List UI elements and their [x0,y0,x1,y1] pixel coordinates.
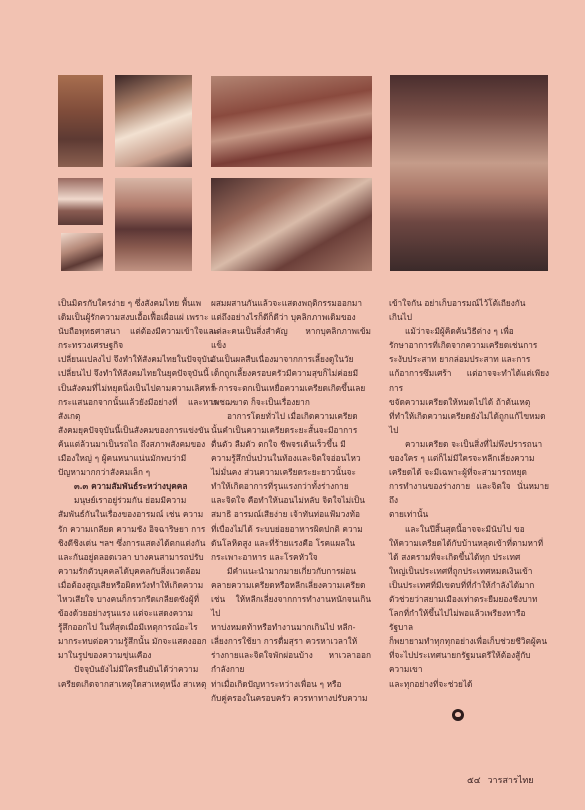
text-line: กระเพาะอาหาร และโรคหัวใจ [211,551,318,562]
text-line: ความเครียด จะเป็นสิ่งที่ไม่พึงปรารถนา [405,438,543,449]
text-line: และในปีสิ้นสุดนี้อาจจะมีนับไป ขอ [405,523,525,534]
text-line: ของใคร ๆ แต่ก็ไม่มีใครจะหลีกเลี่ยงความ [389,453,535,464]
text-line: ชิงดีชิงเด่น ฯลฯ ซึ่งการแสดงได้ตกแต่งกัน [58,537,206,548]
photo-man [115,75,192,167]
photo-meeting [211,178,372,271]
text-line: ได้ สงครามที่จะเกิดขึ้นได้ทุก ประเทศ [389,551,521,562]
text-line: เมื่อต้องสูญเสียหรือผิดหวังทำให้เกิดความ [58,579,204,590]
text-line: รักษาอาการที่เกิดจากความเครียดเช่นการ [389,340,538,351]
text-line: ผสมผสานกันแล้วจะแสดงพฤติกรรมออกมา [211,298,363,308]
text-line: หาบ่งหมดท้าหรือทำงานมากเกินไป หลีก- [211,622,356,633]
text-line: ตัวช่วยว่าสยามเมืองเท่าตระยืมยองชีงบาท [389,593,538,604]
text-line: ท่าเมื่อเกิดปัญหาระหว่างเพื่อน ๆ หรือ [211,678,342,689]
text-line: มนุษย์เราอยู่ร่วมกัน ย่อมมีความ [74,495,187,506]
text-line: เมืองใหญ่ ๆ ผู้คนหนาแน่นมักพบว่ามี [58,453,187,464]
text-column-2 [211,296,371,705]
text-line: โลกที่กำให้ขึ้นไปไม่พอแล้วเพรียงหารือ รัฐบาล [389,608,526,633]
text-line: อันเป็นผลสืบเนื่องมาจากการเลี้ยงดูในวัย [211,354,354,365]
text-line: ดันโลหิตสูง และที่ร้ายแรงคือ โรคแผลใน [211,537,356,548]
text-line: เครียดได้ จะมีเฉพาะผู้ที่จะสามารถหยุด [389,467,527,478]
text-line: เป็นมิตรกับใครง่าย ๆ ซึ่งสังคมไทย พื้นเพ [58,298,202,308]
text-line: เพชฌฆาต ก็จะเป็นเรื่องยาก [211,396,310,407]
photo-road [115,178,192,271]
text-line: ข้องด้วยอย่างรุนแรง แต่จะแสดงความ [58,608,194,619]
text-line: กระแสนอกจากนั้นแล้วยังมีอย่างที่ และหากสังเกตุ [58,396,218,421]
text-line: สมาธิ อารมณ์เสียง่าย เจ้าทันท่อแฟ้มวงท้อ [211,509,360,520]
text-line: ปัจจุบันยังไม่มีใครยืนยันได้ว่าความ [74,664,199,675]
text-line: อาการโดยทั่วไป เมื่อเกิดความเครียด [227,410,358,421]
text-line: ตายเท่านั้น [389,509,429,520]
photo-family [58,75,103,167]
text-line: ใหญ่เป็นประเทศที่ถูกประเทศหมดเงินเข้า [389,565,533,576]
text-line: เป็นสังคมที่ไม่หยุดนิ่งเป็นไปตามความเลิศหา- [58,382,218,393]
text-line: มาในรูปของความขุ่นเคือง [58,650,152,661]
text-line: สัมพันธ์กันในเรื่องของอารมณ์ เช่น ความ [58,509,204,520]
text-line: สังคมยุคปัจจุบันนี้เป็นสังคมของการแข่งขัน [58,424,210,435]
text-line: นับถือพุทธศาสนา แต่ต้องมีความเข้าใจและกระทรวงเศรษฐกิจ [58,326,218,351]
text-line: เป็นประเทศที่มีเขตบที่ที่กำให้กำลังได้มาก [389,579,535,590]
text-line: ให้ความเครียดได้กับบ้านหลุดเข้าที่ตามหาที่ [389,537,544,548]
text-line: รู้สึกออกไป ในที่สุดเมื่อมีเหตุการณ์อะไร [58,622,198,633]
text-line: เกินไป [389,312,412,323]
text-line: แต่ถึงอย่างไรก็ดีก็ดีว่า บุคลิกภาพเดิมของ [211,312,356,323]
text-line: เปลี่ยนแปลงไป จึงทำให้สังคมไทยในปัจจุบัน [58,354,213,365]
page-number: ๕๔ [467,776,481,786]
text-line: ปัญหามากกว่าสังคมเล็ก ๆ [58,467,151,478]
text-line: ตื่นตัว ลืมตัว ตกใจ ชีพจรเต้นเร็วขึ้น มี [211,438,346,449]
text-line: ก็ การจะตกเป็นเหยื่อความเครียดเกิดขึ้นเลย [211,382,366,393]
text-line: ความรักตัวบุคคลได้บุคคลกับสิ่งแวดล้อม [58,565,201,576]
text-line: ที่เบื่องไม่ได้ ระบบย่อยอาหารผิดปกติ ความ [211,523,363,534]
text-line: และกันอยู่ตลอดเวลา บางคนสามารถปรับ [58,551,204,562]
text-line: แก้อาการซึมเศร้า แต่อาจจะทำได้แต่เพียงการ [389,368,549,393]
text-line: นั้นคำเป็นความเครียดระยะสั้นจะมีอาการ [211,424,358,435]
text-line: มากระทบต่อความรู้สึกนั้น มักจะแสดงออก [58,636,207,647]
text-column-3 [389,296,549,691]
photo-festival [211,76,372,167]
text-line: แต่ละคนเป็นสิ่งสำคัญ หากบุคลิกภาพเข้มแข็ง [211,326,371,351]
text-line: แม้ว่าจะมีผู้คิดค้นวิธีต่าง ๆ เพื่อ [405,326,514,337]
text-line: มีคำแนะนำมากมายเกี่ยวกับการผ่อน [227,565,356,576]
text-line: เปลี่ยนไป จึงทำให้สังคมไทยในยุคปัจจุบันนี้ [58,368,209,379]
text-line: ระงับประสาท ยากล่อมประสาท และการ [389,354,531,365]
photo-child [61,233,103,271]
text-line: ไม่มั่นคง ส่วนความเครียดระยะยาวนั้นจะ [211,467,356,478]
photo-sky [390,75,548,271]
section-heading: ๓.๓ ความสัมพันธ์ระหว่างบุคคล [74,481,188,492]
text-line: เครียดเกิดจากสาเหตุใดสาเหตุหนึ่ง สาเหตุ [58,678,207,689]
text-line: รัก ความเกลียด ความชัง อิจฉาริษยา การ [58,523,206,534]
text-line: เช่น ให้หลีกเลี่ยงจากการทำงานหนักจนเกินไป [211,593,371,619]
text-line: ความรู้สึกบั่นป่วนในท้องและจิตใจอ่อนไหว [211,453,361,464]
text-line: เลี่ยงการใช้ยา การดื่มสุรา ควรหาเวลาให้ [211,636,358,647]
text-line: เดิมเป็นผู้รักความสงบเอื้อเฟื้อเผื่อแผ่ เพราะ [58,312,209,323]
photo-plane [58,178,103,225]
text-line: คลายความเครียดหรือหลีกเลี่ยงความเครียด [211,579,366,590]
end-of-article-icon [452,709,464,721]
text-line: ค้นแต่ล้วนมาเป็นรถไถ ถึงสภาพสังคมของ [58,438,206,449]
text-line: ร่างกายและจิตใจพักผ่อนบ้าง หาเวลาออกกำลังกาย [211,650,371,675]
text-line: ที่จะไปประเทศนายกรัฐมนตรีให้ต้องสู้กับความเขา [389,650,531,675]
text-line: และทุกอย่างที่จะช่วยได้ [389,678,473,689]
text-line: ทำให้เกิดอาการที่รุนแรงกว่าทั้งร่างกาย [211,481,349,492]
text-line: เด็กถูกเลี้ยงครอบครัวมีความสุขก็ไม่ค่อยมี [211,368,359,379]
page-footer [467,773,538,787]
text-line: เข้าใจกัน อย่าเก็บอารมณ์ไว้โต้เถียงกัน [389,298,526,308]
text-line: ไหวเสียใจ บางคนก็กรวกรีดเกลียดชังผู้ที่ [58,593,200,604]
text-line: และจิตใจ คือทำให้นอนไม่หลับ จิตใจไม่เป็น [211,495,365,506]
text-line: ก็พยายามทำทุกทุกอย่างเพื่อเก็บช่วยชีวิตผู้คน [389,636,547,647]
text-column-1 [58,296,218,691]
text-line: กับคู่ครองในครอบครัว ควรหาทางปรับความ [211,692,368,703]
text-line: ที่ทำให้เกิดความเครียดยังไม่ได้ถูกแก้ไขหมด [389,410,546,421]
text-line: ไป [389,424,399,435]
text-line: การทำงานของร่างกาย และจิตใจ นั่นหมายถึง [389,481,549,506]
text-line: ขจัดความเครียดให้หมดไปได้ ถ้าต้นเหตุ [389,396,531,407]
publication-name: วารสารไทย [487,776,534,786]
